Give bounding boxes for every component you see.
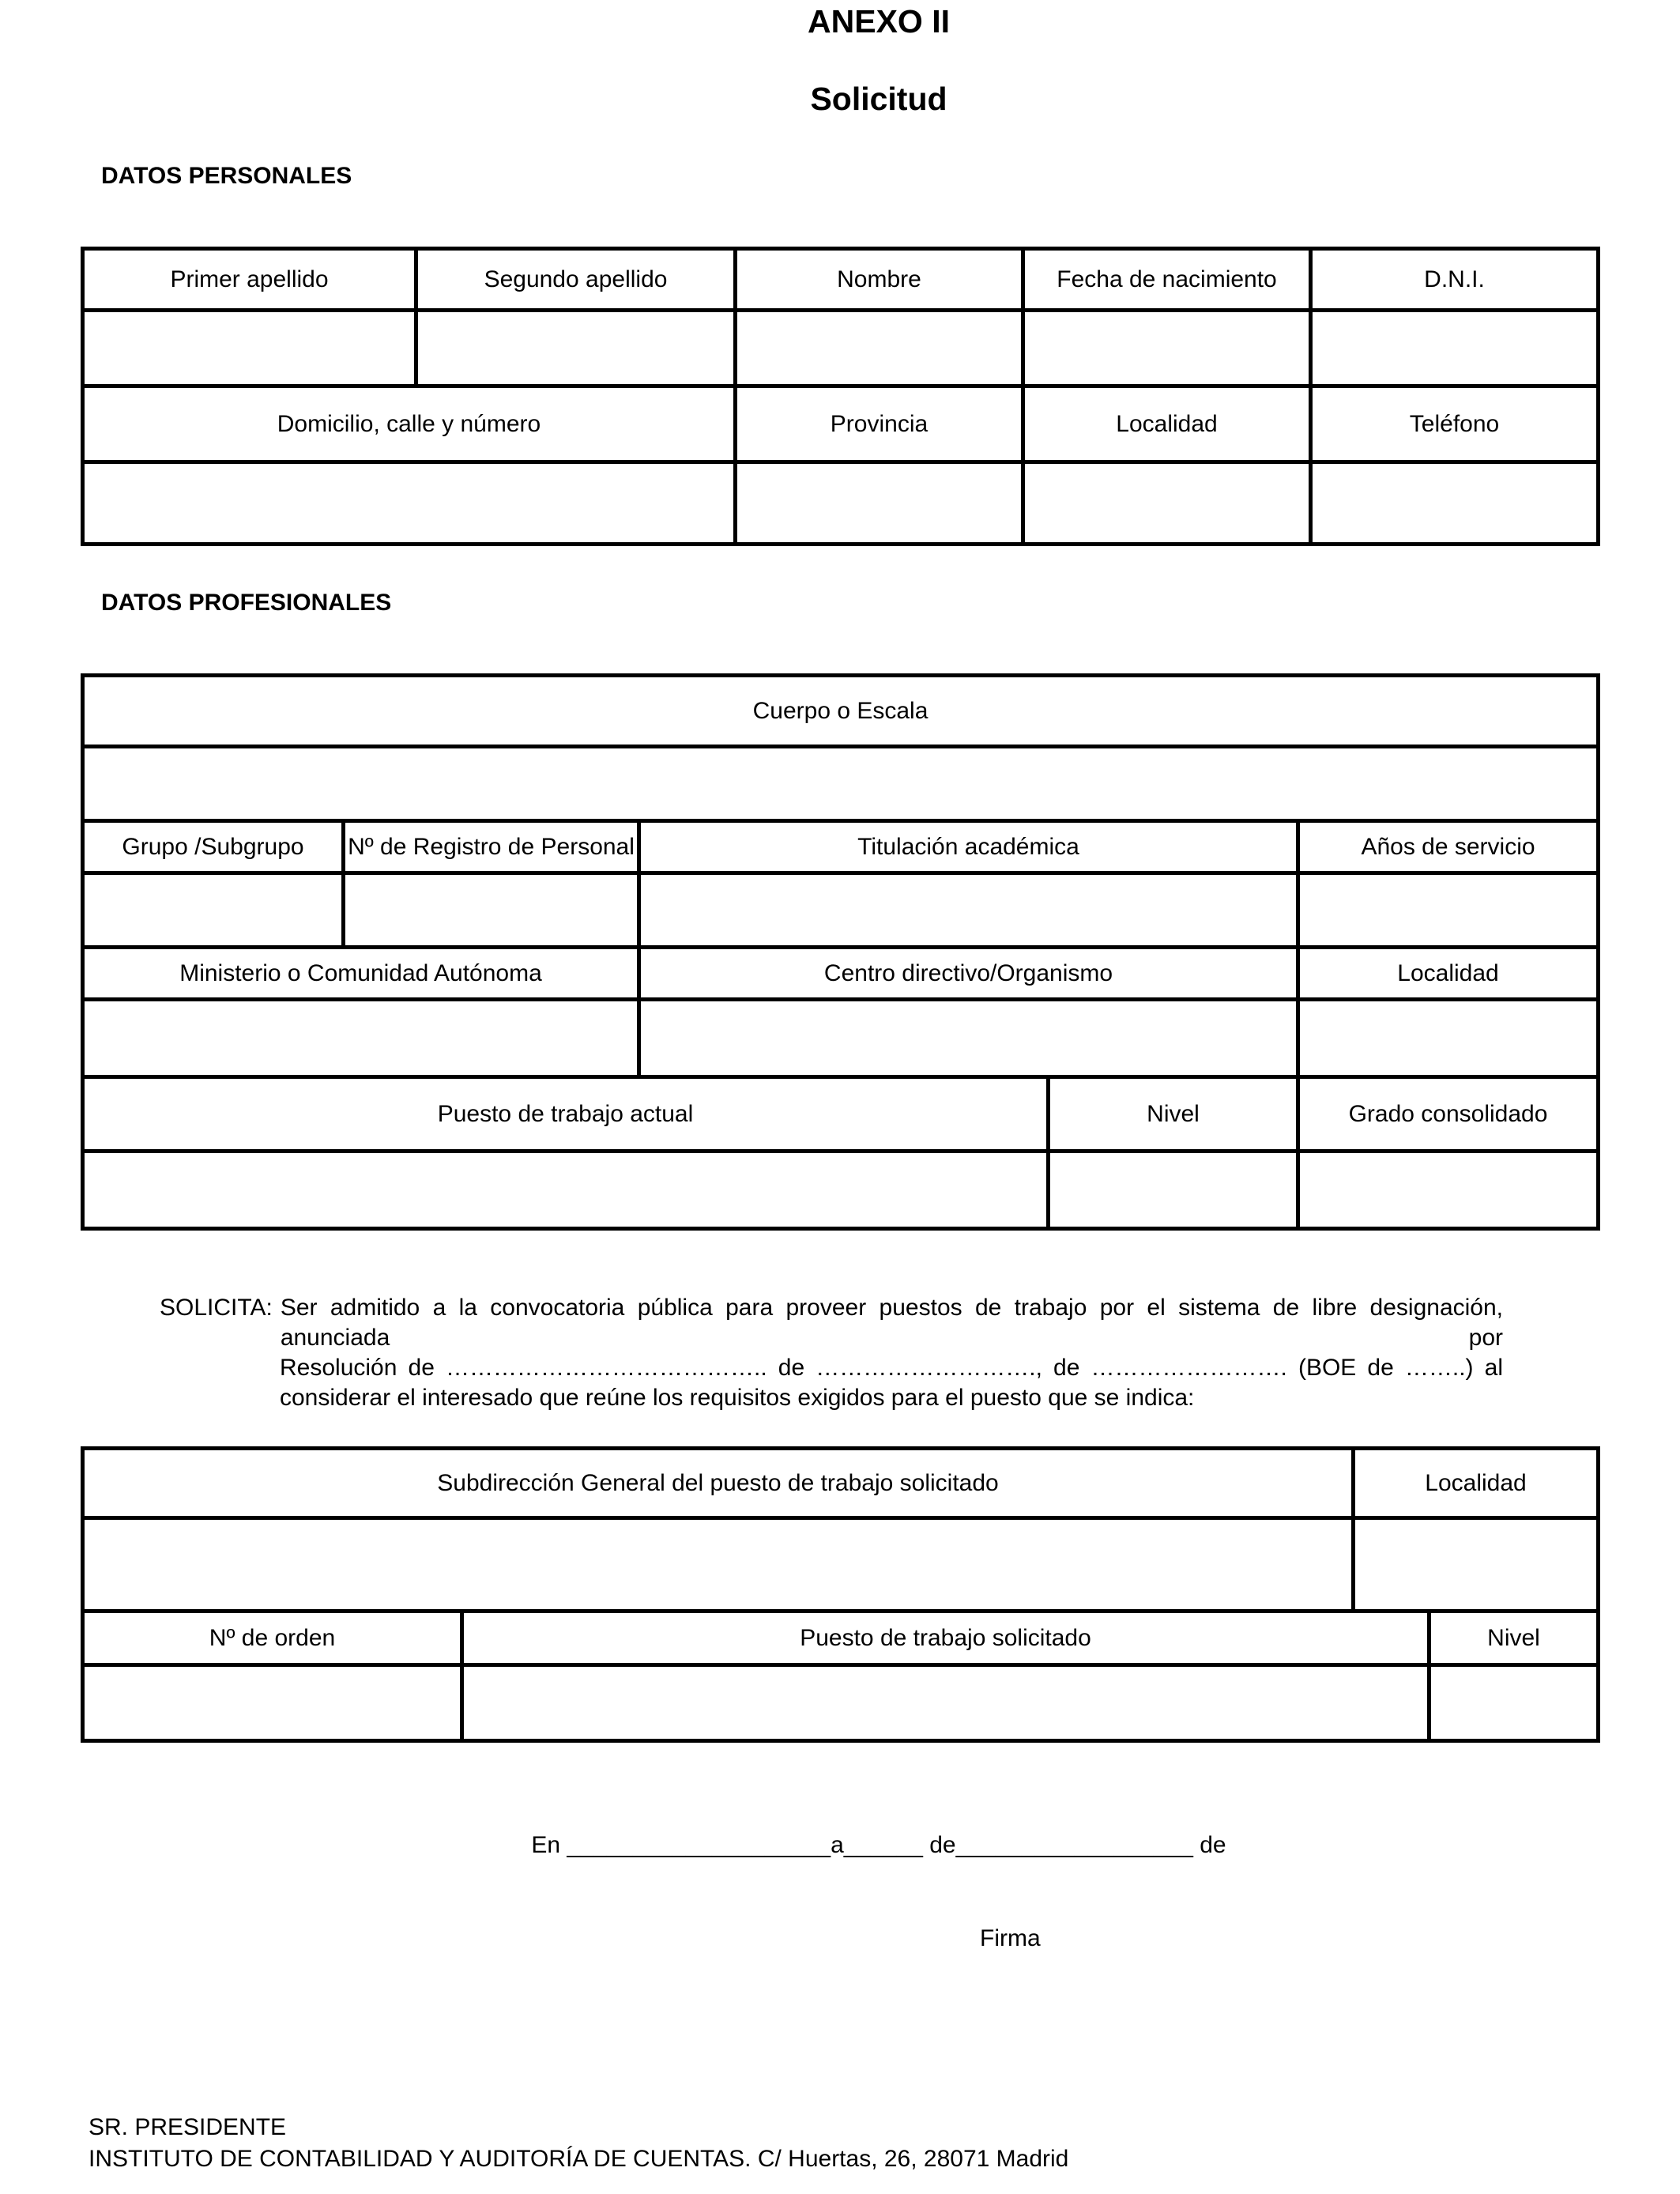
place-date-line: En ____________________a______ de__________________ de [531, 1832, 1226, 1858]
request-line-1: Ser admitido a la convocatoria pública para proveer puestos de trabajo por el sistema de libre designación, anunciada por [280, 1295, 1503, 1351]
field-nivel-puesto[interactable] [1430, 1665, 1599, 1741]
field-anos-servicio[interactable] [1298, 873, 1599, 948]
position-table [81, 1446, 1600, 1743]
field-domicilio[interactable] [83, 462, 736, 545]
page-title: Solicitud [810, 81, 947, 117]
personal-data-table [81, 247, 1600, 546]
section-title-personal: DATOS PERSONALES [101, 163, 352, 189]
field-cuerpo-escala[interactable] [83, 747, 1599, 821]
professional-data-table [81, 673, 1600, 1231]
header-subdireccion: Subdirección General del puesto de trabajo solicitado [83, 1449, 1354, 1518]
header-telefono: Teléfono [1311, 386, 1599, 462]
request-line-2: Resolución de ………………………………….. de ………………………., de ……………………. (BOE de ……..) al [280, 1355, 1503, 1381]
header-nivel: Nivel [1049, 1077, 1298, 1152]
annex-title: ANEXO II [808, 3, 950, 40]
field-numero-orden[interactable] [83, 1665, 462, 1741]
field-grupo-subgrupo[interactable] [83, 873, 344, 948]
header-fecha-nacimiento: Fecha de nacimiento [1023, 249, 1311, 311]
field-primer-apellido[interactable] [83, 311, 416, 386]
header-centro-directivo: Centro directivo/Organismo [639, 948, 1298, 1000]
header-registro-personal: Nº de Registro de Personal [344, 821, 639, 873]
header-grado-consolidado: Grado consolidado [1298, 1077, 1599, 1152]
header-localidad-prof: Localidad [1298, 948, 1599, 1000]
footer-line-1: SR. PRESIDENTE [89, 2114, 287, 2140]
field-puesto-solicitado[interactable] [462, 1665, 1430, 1741]
header-anos-servicio: Años de servicio [1298, 821, 1599, 873]
field-subdireccion[interactable] [83, 1518, 1354, 1612]
request-label: SOLICITA: [160, 1295, 273, 1321]
header-domicilio: Domicilio, calle y número [83, 386, 736, 462]
header-provincia: Provincia [736, 386, 1023, 462]
header-puesto-solicitado: Puesto de trabajo solicitado [462, 1612, 1430, 1665]
field-nivel[interactable] [1049, 1152, 1298, 1229]
field-puesto-actual[interactable] [83, 1152, 1049, 1229]
footer-address [89, 2112, 1068, 2175]
section-title-professional: DATOS PROFESIONALES [101, 590, 392, 616]
field-localidad-puesto[interactable] [1354, 1518, 1599, 1612]
signature-label: Firma [980, 1925, 1041, 1951]
field-registro-personal[interactable] [344, 873, 639, 948]
header-ministerio: Ministerio o Comunidad Autónoma [83, 948, 639, 1000]
header-primer-apellido: Primer apellido [83, 249, 416, 311]
request-line-3: considerar el interesado que reúne los requisitos exigidos para el puesto que se indica: [280, 1385, 1195, 1411]
footer-line-2: INSTITUTO DE CONTABILIDAD Y AUDITORÍA DE CUENTAS. C/ Huertas, 26, 28071 Madrid [89, 2146, 1069, 2172]
header-cuerpo-escala: Cuerpo o Escala [83, 676, 1599, 747]
header-numero-orden: Nº de orden [83, 1612, 462, 1665]
field-nombre[interactable] [736, 311, 1023, 386]
field-telefono[interactable] [1311, 462, 1599, 545]
field-titulacion[interactable] [639, 873, 1298, 948]
field-grado-consolidado[interactable] [1298, 1152, 1599, 1229]
field-localidad-prof[interactable] [1298, 1000, 1599, 1077]
field-centro-directivo[interactable] [639, 1000, 1298, 1077]
header-puesto-actual: Puesto de trabajo actual [83, 1077, 1049, 1152]
field-fecha-nacimiento[interactable] [1023, 311, 1311, 386]
header-nivel-puesto: Nivel [1430, 1612, 1599, 1665]
field-localidad[interactable] [1023, 462, 1311, 545]
field-segundo-apellido[interactable] [416, 311, 736, 386]
header-dni: D.N.I. [1311, 249, 1599, 311]
header-segundo-apellido: Segundo apellido [416, 249, 736, 311]
header-titulacion: Titulación académica [639, 821, 1298, 873]
header-grupo-subgrupo: Grupo /Subgrupo [83, 821, 344, 873]
header-localidad-puesto: Localidad [1354, 1449, 1599, 1518]
field-dni[interactable] [1311, 311, 1599, 386]
request-paragraph [160, 1293, 1503, 1413]
header-nombre: Nombre [736, 249, 1023, 311]
field-provincia[interactable] [736, 462, 1023, 545]
header-localidad: Localidad [1023, 386, 1311, 462]
field-ministerio[interactable] [83, 1000, 639, 1077]
